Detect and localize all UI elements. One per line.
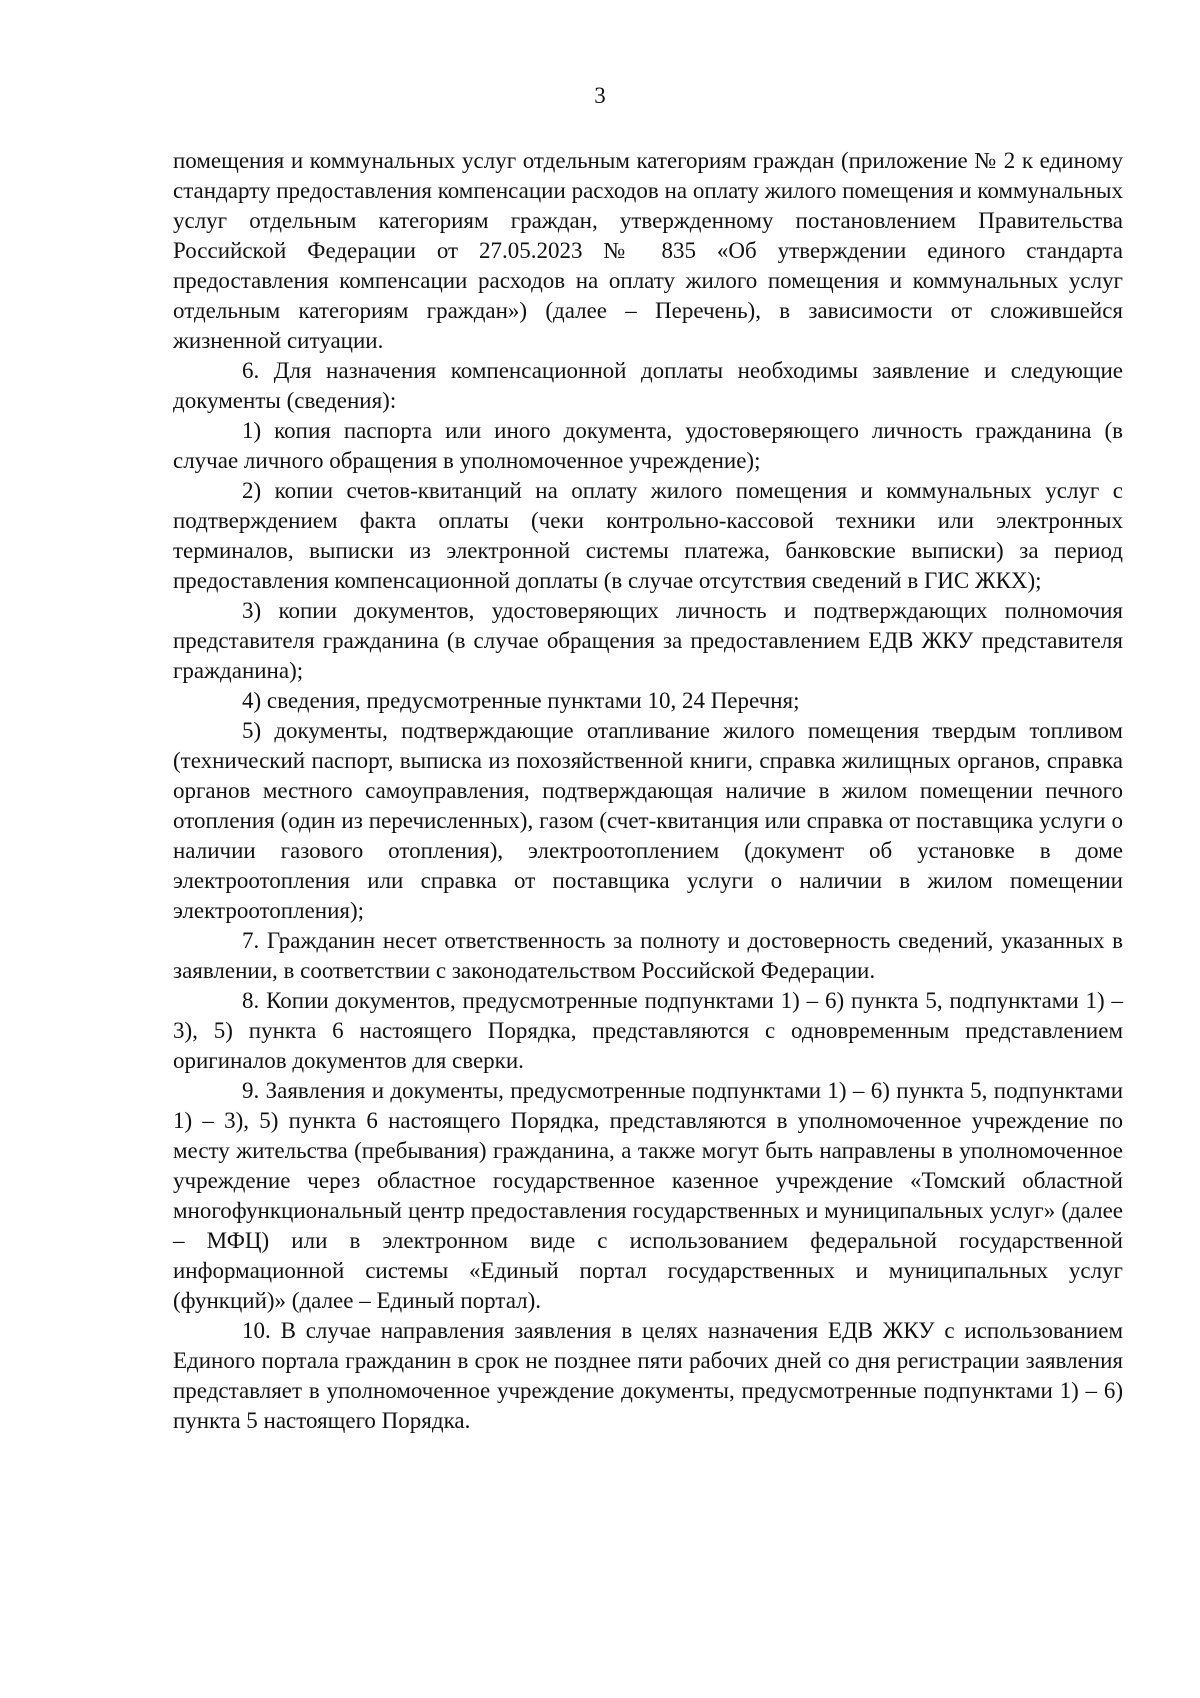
document-body: [173, 146, 1123, 1436]
paragraph-subitem-4: 4) сведения, предусмотренные пунктами 10, 24 Перечня;: [242, 688, 800, 713]
paragraph-item-6: 6. Для назначения компенсационной доплаты необходимы заявление и следующие документы (сведения):: [173, 358, 1123, 413]
paragraph-subitem-5: 5) документы, подтверждающие отапливание жилого помещения твердым топливом (технический паспорт, выписка из похозяйственной книги, справка жилищных органов, справка органов местного самоуправления, подтверждающая наличие в жилом помещении печного отопления (один из перечисленных), газом (счет-квитанция или справка от поставщика услуги о наличии газового отопления), электроотоплением (документ об установке в доме электроотопления или справка от поставщика услуги о наличии в жилом помещении электроотопления);: [173, 718, 1123, 923]
paragraph-subitem-3: 3) копии документов, удостоверяющих личность и подтверждающих полномочия представителя гражданина (в случае обращения за предоставлением ЕДВ ЖКУ представителя гражданина);: [173, 598, 1123, 683]
paragraph-continuation: помещения и коммунальных услуг отдельным категориям граждан (приложение № 2 к единому стандарту предоставления компенсации расходов на оплату жилого помещения и коммунальных услуг отдельным категориям граждан, утвержденному постановлением Правительства Российской Федерации от 27.05.2023 № 835 «Об утверждении единого стандарта предоставления компенсации расходов на оплату жилого помещения и коммунальных услуг отдельным категориям граждан») (далее – Перечень), в зависимости от сложившейся жизненной ситуации.: [173, 148, 1123, 353]
paragraph-item-10: 10. В случае направления заявления в целях назначения ЕДВ ЖКУ с использованием Единого портала гражданин в срок не позднее пяти рабочих дней со дня регистрации заявления представляет в уполномоченное учреждение документы, предусмотренные подпунктами 1) – 6) пункта 5 настоящего Порядка.: [173, 1318, 1123, 1433]
paragraph-subitem-1: 1) копия паспорта или иного документа, удостоверяющего личность гражданина (в случае личного обращения в уполномоченное учреждение);: [173, 418, 1123, 473]
paragraph-item-8: 8. Копии документов, предусмотренные подпунктами 1) – 6) пункта 5, подпунктами 1) – 3), 5) пункта 6 настоящего Порядка, представляются с одновременным представлением оригиналов документов для сверки.: [173, 988, 1123, 1073]
paragraph-subitem-2: 2) копии счетов-квитанций на оплату жилого помещения и коммунальных услуг с подтверждением факта оплаты (чеки контрольно-кассовой техники или электронных терминалов, выписки из электронной системы платежа, банковские выписки) за период предоставления компенсационной доплаты (в случае отсутствия сведений в ГИС ЖКХ);: [173, 478, 1123, 593]
paragraph-item-9: 9. Заявления и документы, предусмотренные подпунктами 1) – 6) пункта 5, подпунктами 1) – 3), 5) пункта 6 настоящего Порядка, представляются в уполномоченное учреждение по месту жительства (пребывания) гражданина, а также могут быть направлены в уполномоченное учреждение через областное государственное казенное учреждение «Томский областной многофункциональный центр предоставления государственных и муниципальных услуг» (далее – МФЦ) или в электронном виде с использованием федеральной государственной информационной системы «Единый портал государственных и муниципальных услуг (функций)» (далее – Единый портал).: [173, 1078, 1123, 1313]
page-number: 3: [594, 83, 606, 108]
paragraph-item-7: 7. Гражданин несет ответственность за полноту и достоверность сведений, указанных в заявлении, в соответствии с законодательством Российской Федерации.: [173, 928, 1123, 983]
